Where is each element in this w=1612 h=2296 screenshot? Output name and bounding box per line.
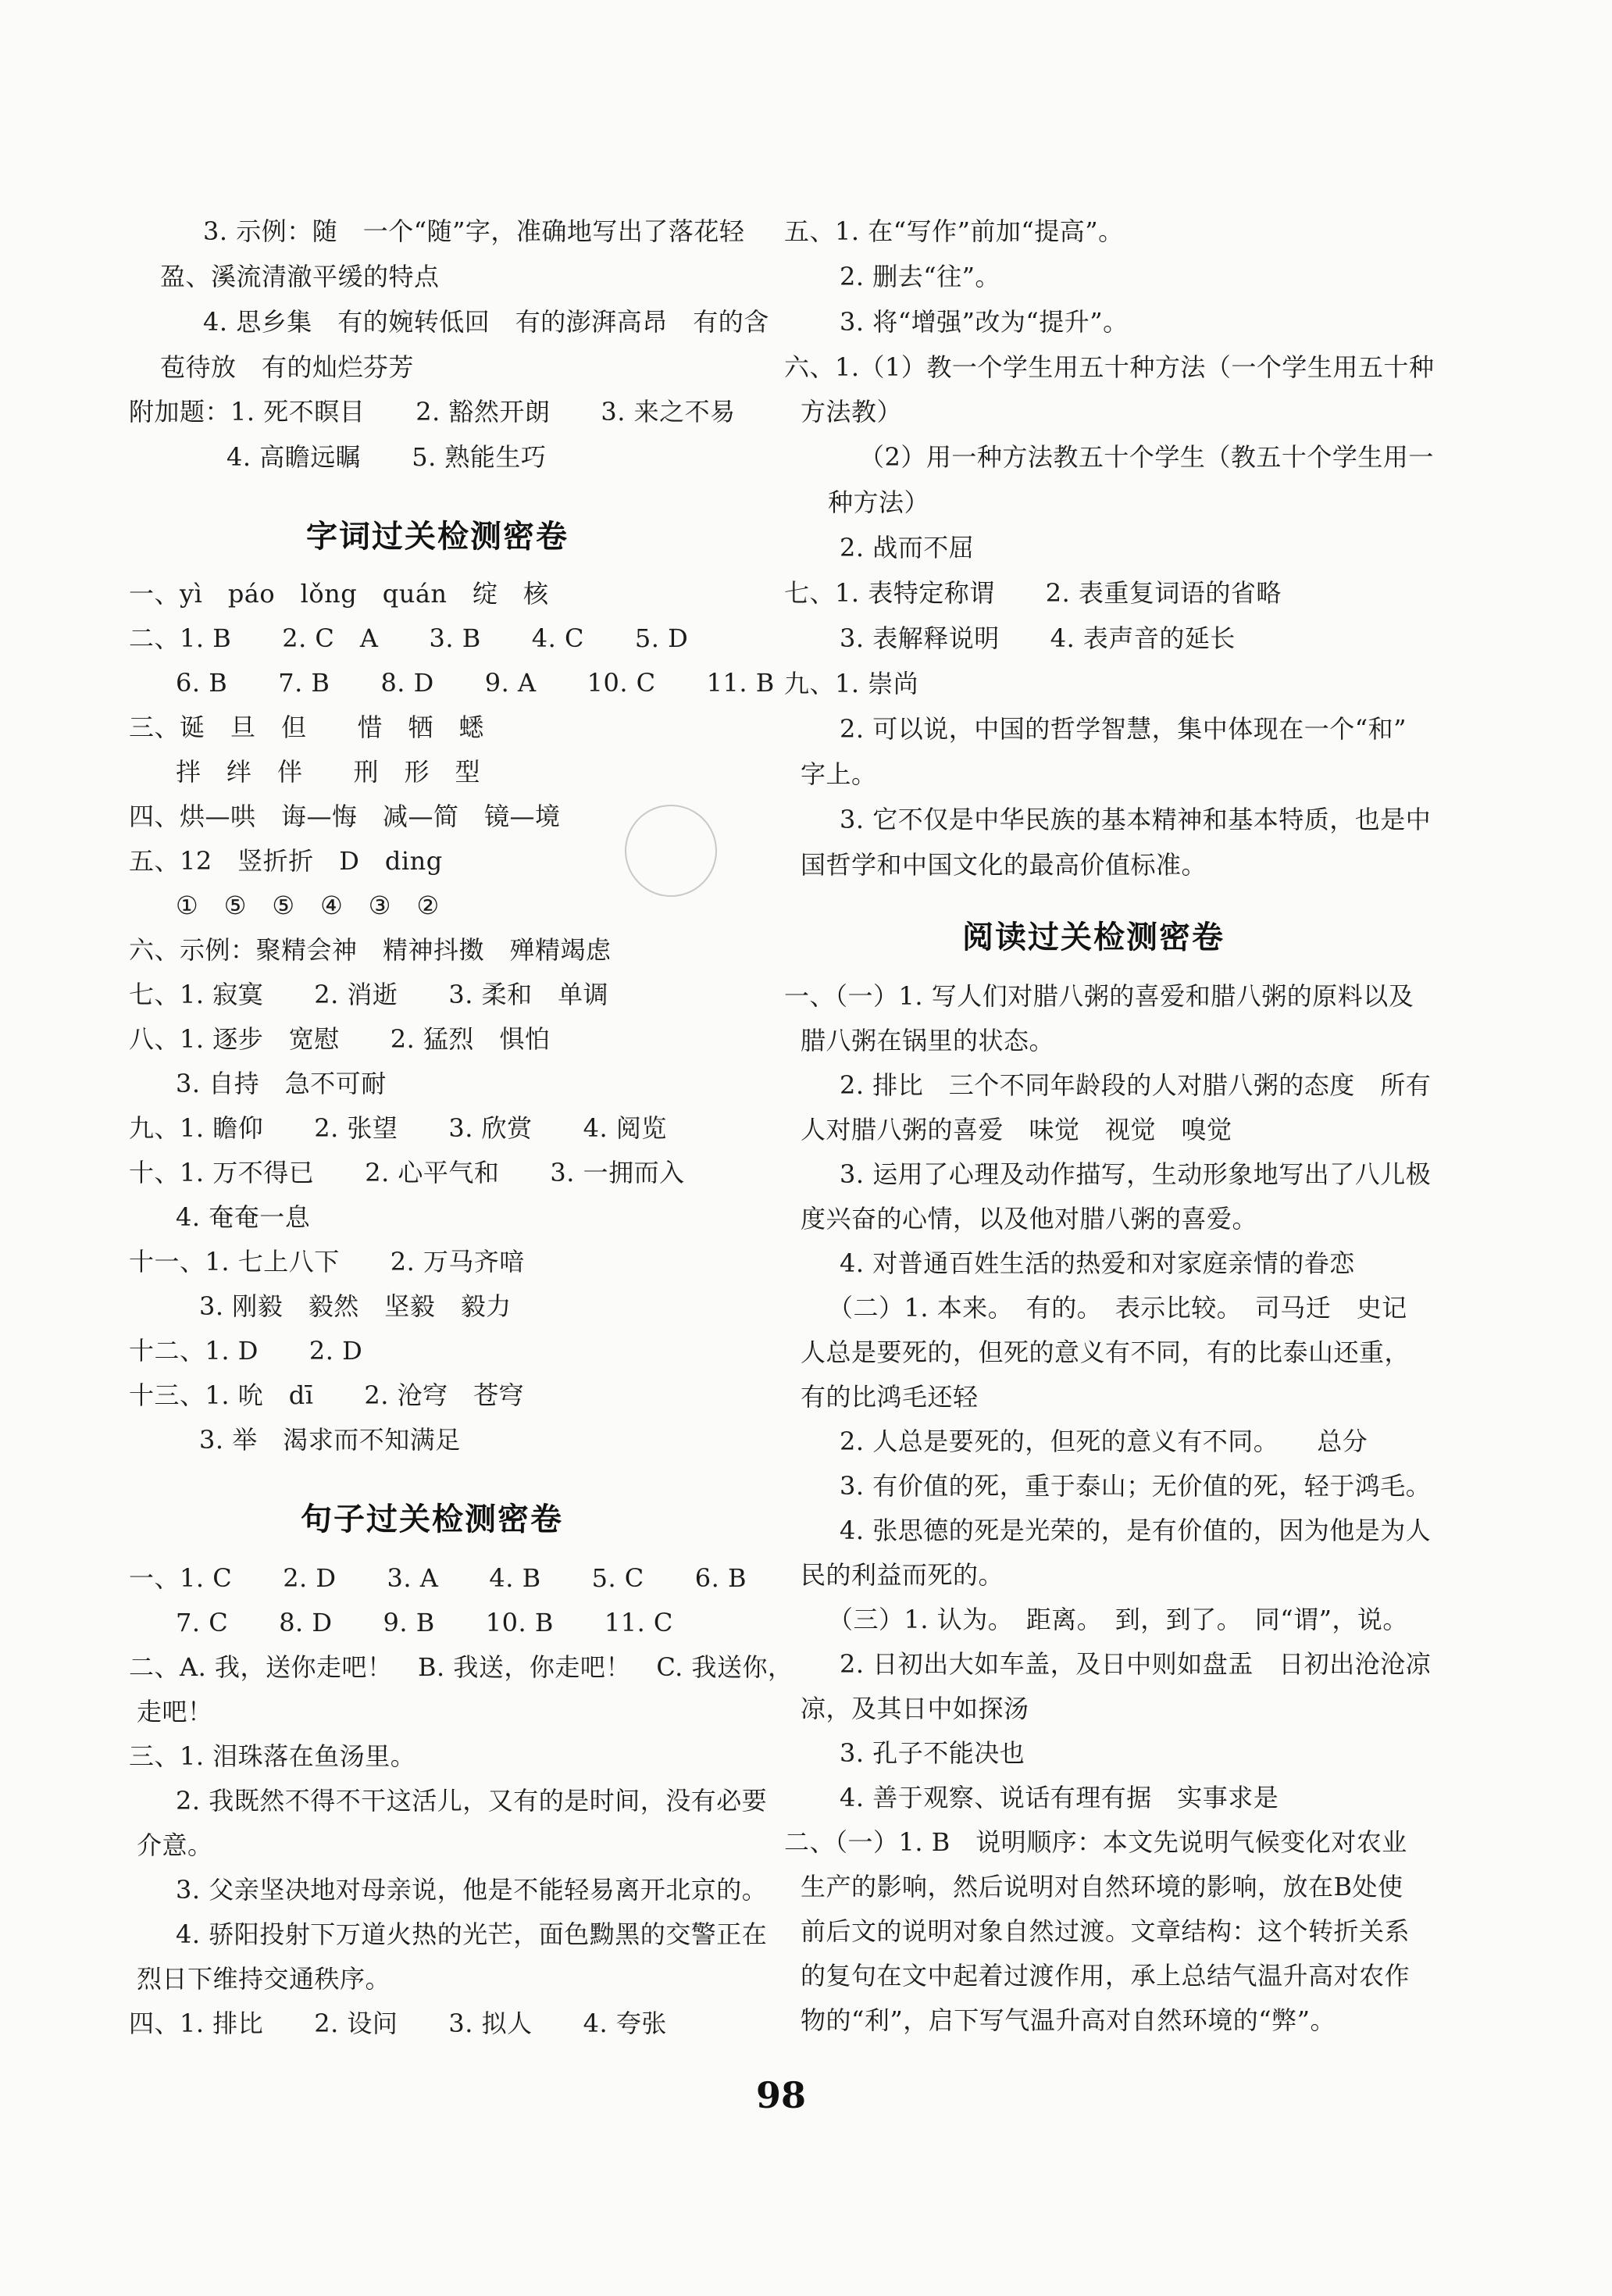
text-line: 3. 自持 急不可耐 — [176, 1069, 387, 1098]
text-line: 九、1. 瞻仰 2. 张望 3. 欣赏 4. 阅览 — [129, 1113, 667, 1143]
text-line: 二、A. 我，送你走吧！ B. 我送，你走吧！ C. 我送你， — [129, 1652, 794, 1682]
text-line: 四、1. 排比 2. 设问 3. 拟人 4. 夸张 — [129, 2009, 667, 2038]
text-line: 方法教） — [801, 397, 903, 427]
text-line: 五、12 竖折折 D ding — [129, 846, 443, 876]
text-line: 物的“利”，启下写气温升高对自然环境的“弊”。 — [801, 2005, 1336, 2035]
text-line: 4. 对普通百姓生活的热爱和对家庭亲情的眷恋 — [840, 1248, 1355, 1278]
text-line: 腊八粥在锅里的状态。 — [801, 1026, 1055, 1055]
text-line: 3. 举 渴求而不知满足 — [199, 1425, 461, 1455]
text-line: 2. 排比 三个不同年龄段的人对腊八粥的态度 所有 — [840, 1070, 1432, 1100]
text-line: 苞待放 有的灿烂芬芳 — [160, 352, 415, 382]
text-line: 盈、溪流清澈平缓的特点 — [160, 262, 440, 291]
text-line: 6. B 7. B 8. D 9. A 10. C 11. B — [176, 668, 775, 698]
text-line: 十三、1. 吮 dī 2. 沧穹 苍穹 — [129, 1380, 525, 1410]
text-line: 4. 思乡集 有的婉转低回 有的澎湃高昂 有的含 — [203, 307, 769, 337]
text-line: 九、1. 崇尚 — [784, 669, 919, 698]
text-line: 七、1. 寂寞 2. 消逝 3. 柔和 单调 — [129, 980, 609, 1009]
text-line: 4. 善于观察、说话有理有据 实事求是 — [840, 1783, 1279, 1812]
text-line: 拌 绊 伴 刑 形 型 — [176, 757, 481, 787]
text-line: 六、示例：聚精会神 精神抖擞 殚精竭虑 — [129, 935, 612, 965]
text-line: 国哲学和中国文化的最高价值标准。 — [801, 850, 1207, 880]
watermark-stamp — [616, 796, 726, 905]
text-line: ① ⑤ ⑤ ④ ③ ② — [176, 891, 440, 920]
text-line: 二、（一）1. B 说明顺序：本文先说明气候变化对农业 — [784, 1827, 1407, 1857]
text-line: 烈日下维持交通秩序。 — [137, 1964, 391, 1994]
text-line: 一、yì páo lǒng quán 绽 核 — [129, 579, 549, 609]
text-line: （2）用一种方法教五十个学生（教五十个学生用一 — [859, 442, 1434, 472]
text-line: 介意。 — [137, 1830, 213, 1860]
text-line: 八、1. 逐步 宽慰 2. 猛烈 惧怕 — [129, 1024, 551, 1054]
text-line: 十、1. 万不得已 2. 心平气和 3. 一拥而入 — [129, 1158, 685, 1187]
text-line: 种方法） — [828, 487, 930, 517]
section-title: 阅读过关检测密卷 — [962, 919, 1225, 955]
text-line: 4. 骄阳投射下万道火热的光芒，面色黝黑的交警正在 — [176, 1919, 768, 1949]
text-line: 七、1. 表特定称谓 2. 表重复词语的省略 — [784, 578, 1282, 608]
text-line: 度兴奋的心情，以及他对腊八粥的喜爱。 — [801, 1204, 1258, 1234]
text-line: 2. 我既然不得不干这活儿，又有的是时间，没有必要 — [176, 1786, 768, 1816]
text-line: 3. 运用了心理及动作描写，生动形象地写出了八儿极 — [840, 1159, 1432, 1189]
text-line: 附加题：1. 死不瞑目 2. 豁然开朗 3. 来之不易 — [129, 397, 736, 427]
text-line: （二）1. 本来。 有的。 表示比较。 司马迁 史记 — [828, 1293, 1407, 1323]
text-line: 六、1.（1）教一个学生用五十种方法（一个学生用五十种 — [784, 352, 1435, 382]
text-line: 2. 人总是要死的，但死的意义有不同。 总分 — [840, 1427, 1368, 1456]
text-line: 一、1. C 2. D 3. A 4. B 5. C 6. B — [129, 1563, 747, 1593]
text-line: 民的利益而死的。 — [801, 1560, 1004, 1590]
text-line: 字上。 — [801, 759, 877, 789]
text-line: 前后文的说明对象自然过渡。文章结构：这个转折关系 — [801, 1916, 1410, 1946]
text-line: 走吧！ — [137, 1697, 213, 1726]
text-line: 人对腊八粥的喜爱 味觉 视觉 嗅觉 — [801, 1115, 1232, 1144]
text-line: 3. 孔子不能决也 — [840, 1738, 1025, 1768]
text-line: 3. 将“增强”改为“提升”。 — [840, 307, 1129, 337]
text-line: 五、1. 在“写作”前加“提高”。 — [784, 216, 1124, 246]
text-line: 4. 高瞻远瞩 5. 熟能生巧 — [226, 442, 547, 472]
text-line: 2. 战而不屈 — [840, 533, 975, 562]
text-line: 3. 表解释说明 4. 表声音的延长 — [840, 623, 1236, 653]
text-line: 2. 日初出大如车盖，及日中则如盘盂 日初出沧沧凉 — [840, 1649, 1432, 1679]
text-line: 三、1. 泪珠落在鱼汤里。 — [129, 1741, 416, 1771]
page-number: 98 — [755, 2074, 806, 2116]
text-line: 十一、1. 七上八下 2. 万马齐喑 — [129, 1247, 525, 1277]
text-line: 3. 示例：随 一个“随”字，准确地写出了落花轻 — [203, 216, 745, 246]
text-line: 十二、1. D 2. D — [129, 1336, 363, 1366]
text-line: 二、1. B 2. C A 3. B 4. C 5. D — [129, 623, 689, 653]
text-line: 的复句在文中起着过渡作用，承上总结气温升高对农作 — [801, 1961, 1410, 1991]
section-title: 字词过关检测密卷 — [306, 519, 569, 555]
text-line: 凉，及其日中如探汤 — [801, 1694, 1029, 1723]
text-line: 4. 张思德的死是光荣的，是有价值的，因为他是为人 — [840, 1516, 1432, 1545]
text-line: 生产的影响，然后说明对自然环境的影响，放在B处使 — [801, 1872, 1403, 1901]
text-line: 7. C 8. D 9. B 10. B 11. C — [176, 1608, 673, 1637]
text-line: 3. 有价值的死，重于泰山；无价值的死，轻于鸿毛。 — [840, 1471, 1432, 1501]
text-line: 3. 它不仅是中华民族的基本精神和基本特质，也是中 — [840, 805, 1432, 834]
text-line: 3. 父亲坚决地对母亲说，他是不能轻易离开北京的。 — [176, 1875, 768, 1905]
text-line: 有的比鸿毛还轻 — [801, 1382, 979, 1412]
text-line: 3. 刚毅 毅然 坚毅 毅力 — [199, 1291, 512, 1321]
text-line: 四、烘—哄 诲—悔 减—简 镜—境 — [129, 802, 561, 831]
text-line: 2. 可以说，中国的哲学智慧，集中体现在一个“和” — [840, 714, 1407, 744]
section-title: 句子过关检测密卷 — [301, 1502, 563, 1537]
text-line: 人总是要死的，但死的意义有不同，有的比泰山还重， — [801, 1337, 1410, 1367]
text-line: 一、（一）1. 写人们对腊八粥的喜爱和腊八粥的原料以及 — [784, 981, 1414, 1011]
text-line: （三）1. 认为。 距离。 到，到了。 同“谓”，说。 — [828, 1605, 1408, 1634]
text-line: 4. 奄奄一息 — [176, 1202, 311, 1232]
text-line: 2. 删去“往”。 — [840, 262, 1000, 291]
text-line: 三、诞 旦 但 惜 牺 蟋 — [129, 712, 485, 742]
